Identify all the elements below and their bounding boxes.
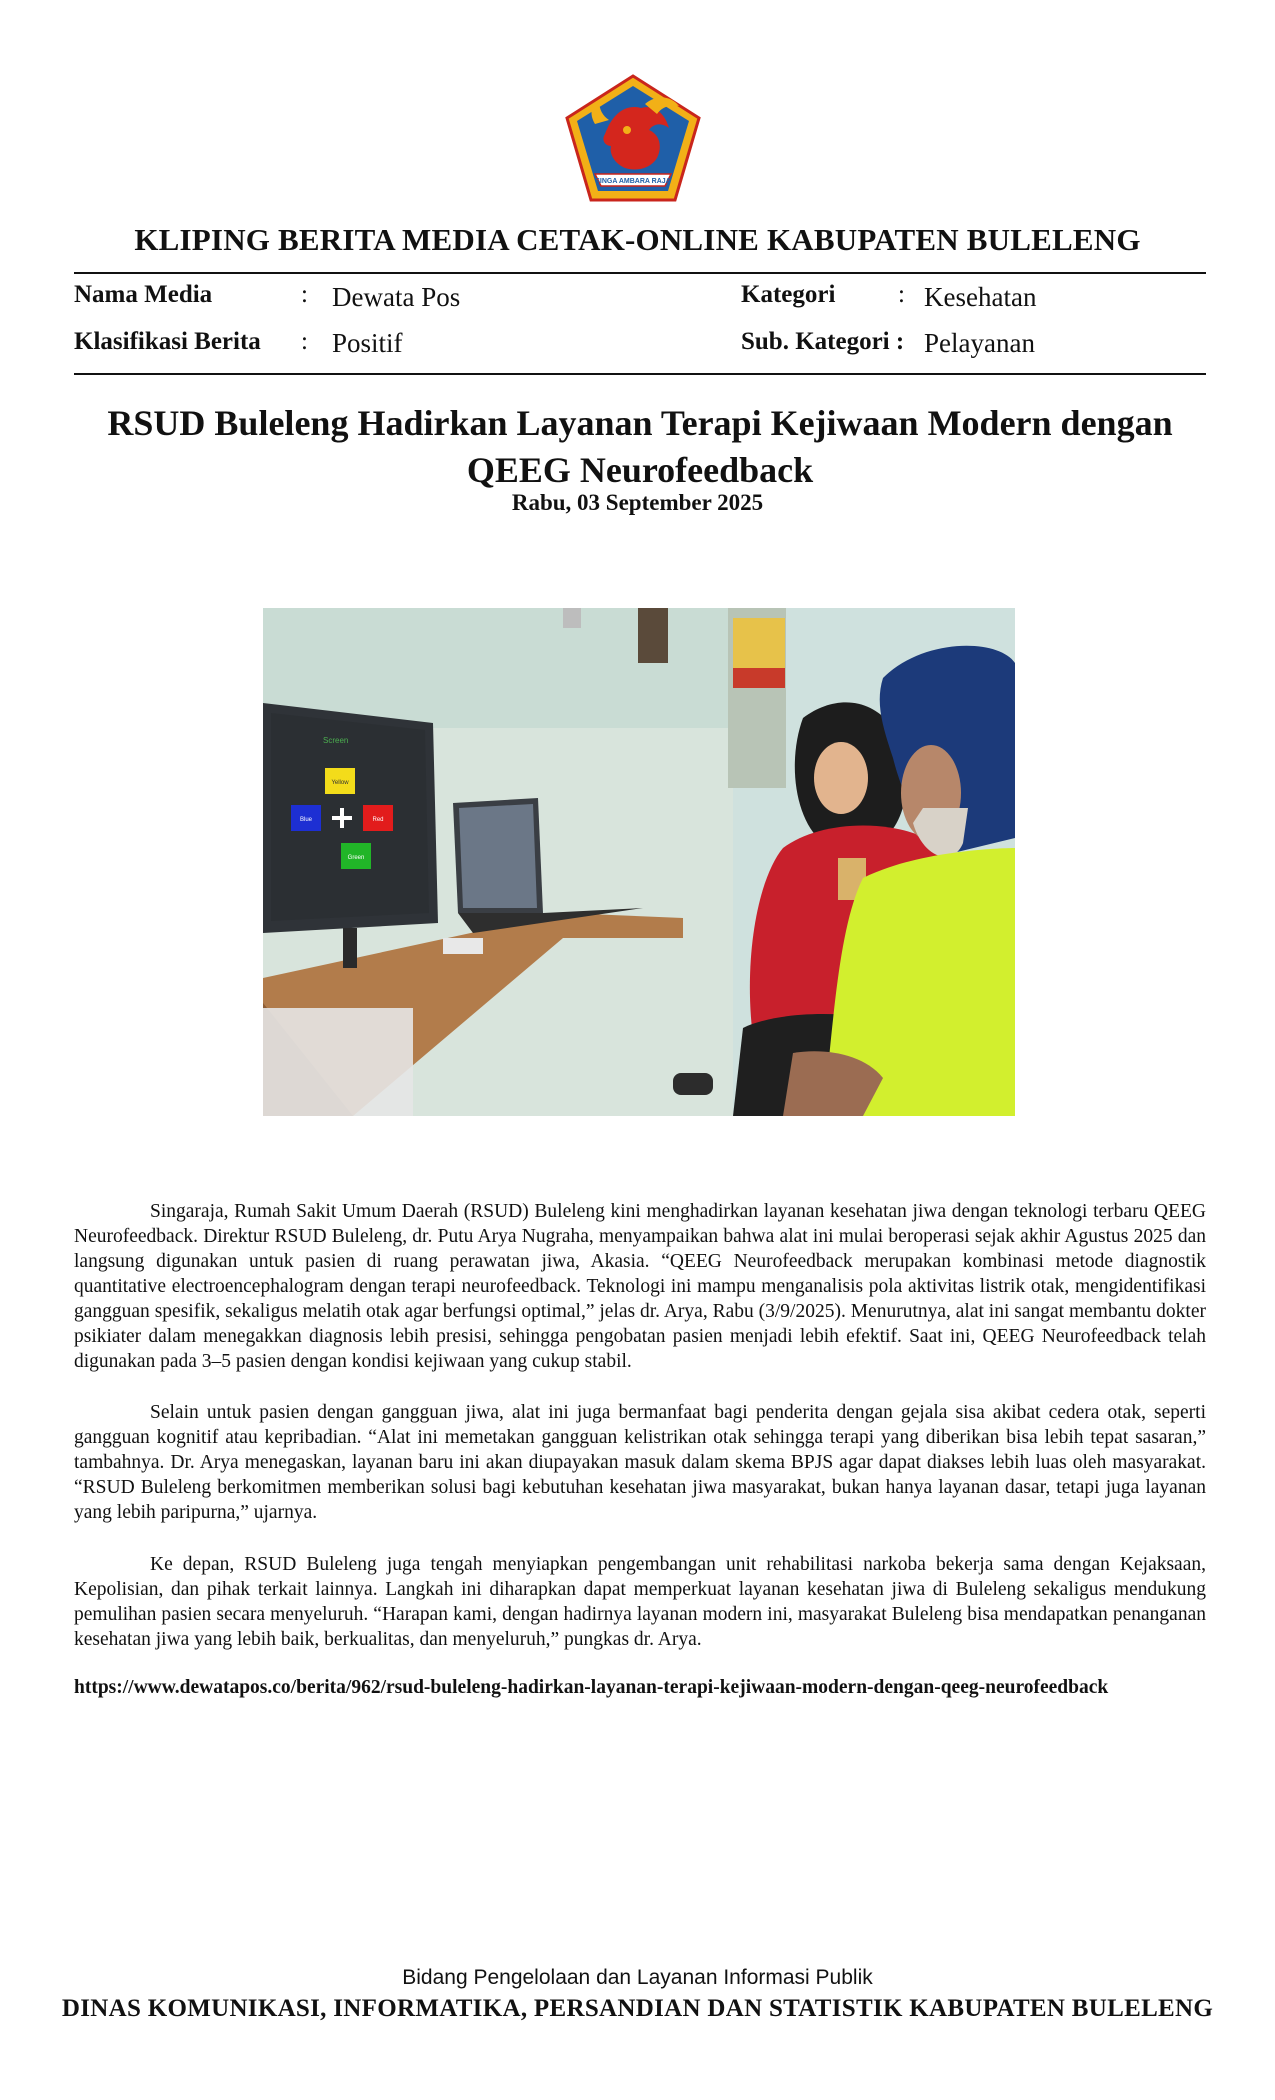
subkategori-value: Pelayanan xyxy=(924,328,1035,358)
klasifikasi-colon: : xyxy=(301,328,308,355)
klasifikasi-value: Positif xyxy=(332,328,403,358)
kategori-value: Kesehatan xyxy=(924,282,1037,312)
article-title: RSUD Buleleng Hadirkan Layanan Terapi Kejiwaan Modern dengan QEEG Neurofeedback xyxy=(107,403,1173,490)
article-paragraph: Singaraja, Rumah Sakit Umum Daerah (RSUD) Buleleng kini menghadirkan layanan kesehatan jiwa dengan teknologi terbaru QEEG Neurofeedback. Direktur RSUD Buleleng, dr. Putu Arya Nugraha, menyampaikan bahwa alat ini mulai beroperasi sejak akhir Agustus 2025 dan langsung digunakan untuk pasien di ruang perawatan jiwa, Akasia. “QEEG Neurofeedback merupakan kombinasi metode diagnostik quantitative electroencephalogram dengan terapi neurofeedback. Teknologi ini mampu menganalisis pola aktivitas listrik otak, mengidentifikasi gangguan spesifik, sekaligus melatih otak agar berfungsi optimal,” jelas dr. Arya, Rabu (3/9/2025). Menurutnya, alat ini sangat membantu dokter psikiater dalam menegakkan diagnosis lebih presisi, sehingga pengobatan pasien menjadi lebih efektif. Saat ini, QEEG Neurofeedback telah digunakan pada 3–5 pasien dengan kondisi kejiwaan yang cukup stabil. xyxy=(74,1201,1206,1372)
source-url-link[interactable]: https://www.dewatapos.co/berita/962/rsud-buleleng-hadirkan-layanan-terapi-kejiwaan-modern-dengan-qeeg-neurofeedback xyxy=(74,1677,1109,1698)
article-paragraph: Selain untuk pasien dengan gangguan jiwa, alat ini juga bermanfaat bagi penderita dengan gejala sisa akibat cedera otak, seperti gangguan kognitif atau kepribadian. “Alat ini memetakan gangguan kelistrikan otak sehingga terapi yang diberikan bisa lebih tepat sasaran,” tambahnya. Dr. Arya menegaskan, layanan baru ini akan diupayakan masuk dalam skema BPJS agar dapat diakses lebih luas oleh masyarakat. “RSUD Buleleng berkomitmen memberikan solusi bagi kebutuhan kesehatan jiwa masyarakat, bukan hanya layanan dasar, tetapi juga layanan yang lebih paripurna,” ujarnya. xyxy=(74,1402,1206,1523)
article-paragraph: Ke depan, RSUD Buleleng juga tengah menyiapkan pengembangan unit rehabilitasi narkoba bekerja sama dengan Kejaksaan, Kepolisian, dan pihak terkait lainnya. Langkah ini diharapkan dapat memperkuat layanan kesehatan jiwa di Buleleng sekaligus mendukung pemulihan pasien secara menyeluruh. “Harapan kami, dengan hadirnya layanan modern ini, masyarakat Buleleng bisa mendapatkan penanganan kesehatan jiwa yang lebih baik, berkualitas, dan menyeluruh,” pungkas dr. Arya. xyxy=(74,1554,1206,1650)
screen-green-label: Green xyxy=(347,855,365,861)
header-divider-top xyxy=(74,272,1206,274)
footer-department: Bidang Pengelolaan dan Layanan Informasi Publik xyxy=(402,1966,873,1989)
screen-corner-label: Screen xyxy=(323,736,349,745)
kategori-colon: : xyxy=(898,281,905,308)
subkategori-label: Sub. Kategori : xyxy=(741,328,905,355)
footer-organization: DINAS KOMUNIKASI, INFORMATIKA, PERSANDIAN DAN STATISTIK KABUPATEN BULELENG xyxy=(61,1995,1214,2022)
screen-blue-label: Blue xyxy=(299,817,313,823)
screen-yellow-label: Yellow xyxy=(331,780,349,786)
kategori-label: Kategori xyxy=(741,281,836,308)
klasifikasi-label: Klasifikasi Berita xyxy=(74,328,261,355)
media-label: Nama Media xyxy=(74,281,213,308)
header-divider-bottom xyxy=(74,373,1206,375)
screen-red-label: Red xyxy=(372,817,384,823)
logo-motto: SINGA AMBARA RAJA xyxy=(595,178,671,185)
article-photo xyxy=(263,608,1015,1116)
media-value: Dewata Pos xyxy=(332,282,461,312)
buleleng-emblem-logo xyxy=(565,74,701,202)
clipping-header-title: KLIPING BERITA MEDIA CETAK-ONLINE KABUPATEN BULELENG xyxy=(134,222,1141,257)
media-colon: : xyxy=(301,281,308,308)
article-date: Rabu, 03 September 2025 xyxy=(511,490,764,515)
